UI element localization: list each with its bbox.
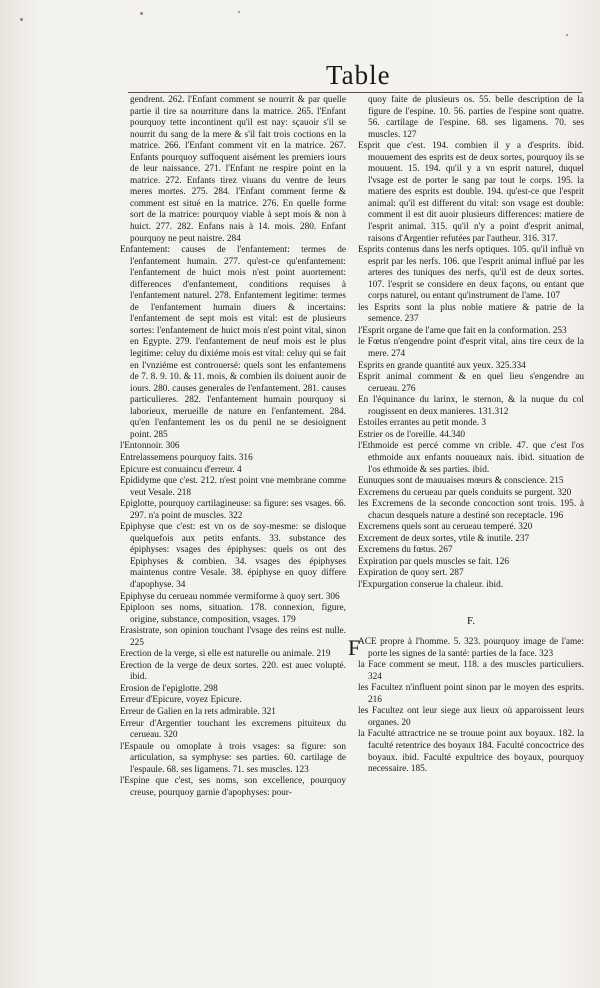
index-entry: la Faculté attractrice ne se trouue point aux boyaux. 182. la faculté retentrice des boyaux 184. Faculté concoctrice des boyaux. ibid. Faculté expultrice des boyaux, pourquoy necessaire. 185. (358, 729, 584, 775)
index-entry: quoy faite de plusieurs os. 55. belle description de la figure de l'espine. 10. 56. parties de l'espine sont quatre. 56. cartilage de l'espine. 68. ses ligamens. 70. ses muscles. 127 (368, 95, 584, 140)
right-column (348, 95, 584, 776)
index-entry: l'Ethmoide est percé comme vn crible. 47. que c'est l'os ethmoide aux enfants nouueaux nais. ibid. situation de l'os ethmoide & ses parties. ibid. (358, 441, 584, 475)
index-entry: Epiglotte, pourquoy cartilagineuse: sa figure: ses vsages. 66. 297. n'a point de muscles. 322 (120, 499, 346, 521)
index-entry: l'Espaule ou omoplate à trois vsages: sa figure: son articulation, sa symphyse: ses parties. 60. cartilage de l'espaule. 68. ses ligamens. 71. ses muscles. 123 (120, 741, 346, 775)
index-entry: Epiphyse du cerueau nommée vermiforme à quoy sert. 306 (120, 591, 340, 602)
index-entry: le Fœtus n'engendre point d'esprit vital, ains tire ceux de la mere. 274 (358, 337, 584, 360)
paper-speck (566, 34, 568, 36)
index-entry: les Facultez ont leur siege aux lieux où apparoissent leurs organes. 20 (358, 706, 584, 728)
index-entry: Epididyme que c'est. 212. n'est point vne membrane comme veut Vesale. 218 (120, 476, 346, 498)
index-entry: Expiration de quoy sert. 287 (358, 568, 464, 579)
index-entry: Estrier os de l'oreille. 44.340 (358, 429, 466, 440)
index-entry: Erection de la verge, si elle est naturelle ou animale. 219 (120, 649, 331, 660)
index-entry: Erosion de l'epiglotte. 298 (120, 683, 218, 694)
index-entry: gendrent. 262. l'Enfant comment se nourrit & par quelle partie il tire sa nourriture dans la matrice. 265. l'Enfant pourquoy tette incontinent qu'il est nay: sçauoir s'il se nourrit du sang de la mere & s'il fait trois coctions en la matrice. 266. l'Enfant comment vit en la matrice. 267. Enfants pourquoy suffoquent aisément les premiers iours de leur naissance. 271. l'Enfant ne respire point en la matrice. 272. Enfants tirez viuans du ventre de leurs meres mortes. 275. 284. l'Enfant comment ferme & comment est situé en la matrice. 276. En quelle forme sort de la matrice: pourquoy viable à sept mois & non à huict. 277. 282. Enfans nais à 14. mois. 280. Enfant pourquoy ne peut naistre. 284 (130, 95, 346, 244)
index-entry: Expiration par quels muscles se fait. 126 (358, 556, 510, 567)
index-entry: Enfantement: causes de l'enfantement: termes de l'enfantement humain. 277. qu'est-ce qu'enfantement: l'enfantement de huict mois n'est point auortement: differences d'enfantement, conditions requises à l'enfantement naturel. 278. Enfantement legitime: termes de l'enfantement humain diuers & incertains: l'enfantement de sept mois est vital: est de plusieurs sortes: l'enfantement de huict mois n'est point vital, sinon en Egypte. 279. l'enfantement de neuf mois est le plus legitime: celuy du dixiéme mois est vital: celuy qui se fait en l'vnziéme est controuersé: quels sont les enfantemens de 7. 8. 9. 10. & 11. mois, & combien ils doiuent auoir de iours. 280. causes generales de l'enfantement. 281. causes particulieres. 282. l'enfantement humain pourquoy si laborieux, merueille de nature en l'enfantement. 284. qu'en l'enfantement les os du penil ne se desioignent point. 285 (120, 245, 346, 440)
index-entry: Erreur d'Epicure, voyez Epicure. (120, 695, 242, 706)
index-entry: l'Expurgation conserue la chaleur. ibid. (358, 579, 504, 590)
index-entry: Epiploon ses noms, situation. 178. connexion, figure, origine, substance, composition, vsages. 179 (120, 603, 346, 625)
left-column (120, 95, 346, 799)
page-title: Table (326, 60, 391, 90)
index-entry: Esprits contenus dans les nerfs optiques. 105. qu'il influë vn esprit par les nerfs. 106. que l'esprit animal influë par les arteres des tuniques des nerfs, qu'il est de deux sortes. 107. l'esprit se considere en deux façons, ou entant que corps naturel, ou entant qu'instrument de l'ame. 107 (358, 245, 584, 302)
index-entry: FACE propre à l'homme. 5. 323. pourquoy image de l'ame: porte les signes de la santé: parties de la face. 323 (348, 635, 584, 661)
index-entry: Erreur d'Argentier touchant les excremens pituiteux du cerueau. 320 (120, 718, 346, 741)
index-entry: Excremens du cerueau par quels conduits se purgent. 320 (358, 487, 572, 498)
paper-speck (20, 18, 23, 21)
index-entry: Erreur de Galien en la rets admirable. 321 (120, 706, 276, 717)
index-entry: Erasistrate, son opinion touchant l'vsage des reins est nulle. 225 (120, 626, 346, 648)
index-entry: les Excremens de la seconde concoction sont trois. 195. à chacun desquels nature a destiné son receptacle. 196 (358, 499, 584, 521)
paper-speck (140, 12, 143, 15)
index-entry: l'Entonnoir. 306 (120, 441, 180, 452)
index-entry: l'Esprit organe de l'ame que fait en la conformation. 253 (358, 325, 567, 336)
index-entry: Excremens du fœtus. 267 (358, 545, 453, 556)
index-entry: Excremens quels sont au cerueau temperé. 320 (358, 522, 533, 533)
header-rule (128, 92, 582, 93)
index-entry: Entrelassemens pourquoy faits. 316 (120, 452, 253, 463)
index-entry: les Esprits sont la plus noble matiere & patrie de la semence. 237 (358, 302, 584, 325)
paper-speck (238, 11, 240, 13)
index-entry: les Facultez n'influent point sinon par le moyen des esprits. 216 (358, 683, 584, 705)
index-entry: Esprits en grande quantité aux yeux. 325.334 (358, 360, 526, 371)
section-letter-f: F. (467, 614, 475, 627)
index-entry: Epiphyse que c'est: est vn os de soy-mesme: se disloque quelquefois aux petits enfants. 33. substance des épiphyses: vsages des épiphyses: quels os ont des Epiphyses & combien. 34. vsages des épiphyses maintenus contre Vesale. 38. épiphyse en quoy differe d'apophyse. 34 (120, 522, 346, 590)
index-entry: En l'équinance du larinx, le sternon, & la nuque du col rougissent en deux manieres. 131.312 (358, 395, 584, 417)
index-entry: Epicure est conuaincu d'erreur. 4 (120, 464, 242, 475)
index-entry: Estoiles errantes au petit monde. 3 (358, 418, 487, 429)
index-entry: l'Espine que c'est, ses noms, son excellence, pourquoy creuse, pourquoy garnie d'apophyses: pour- (120, 776, 346, 798)
index-entry: Esprit que c'est. 194. combien il y a d'esprits. ibid. mouuement des esprits est de deux sortes, pourquoy ils se mouuent. 15. 194. qu'il y a vn esprit naturel, duquel l'vsage est de porter le sang par tout le corps. 195. la matiere des esprits est double. 194. qu'est-ce que l'esprit animal: qu'il est different du vital: son vsage est double: comment il est dit auoir plusieurs differences: matiere de l'esprit animal. 315. qu'il n'y a point d'esprit animal, raisons d'Argentier refutées par l'autheur. 316. 317. (358, 141, 584, 244)
index-entry: la Face comment se meut. 118. a des muscles particuliers. 324 (358, 660, 584, 682)
index-entry: Excrement de deux sortes, vtile & inutile. 237 (358, 533, 530, 544)
index-entry: Eunuques sont de mauuaises mœurs & conscience. 215 (358, 476, 564, 487)
index-entry: Esprit animal comment & en quel lieu s'engendre au cerueau. 276 (358, 372, 584, 394)
index-entry: Erection de la verge de deux sortes. 220. est auec volupté. ibid. (120, 660, 346, 683)
